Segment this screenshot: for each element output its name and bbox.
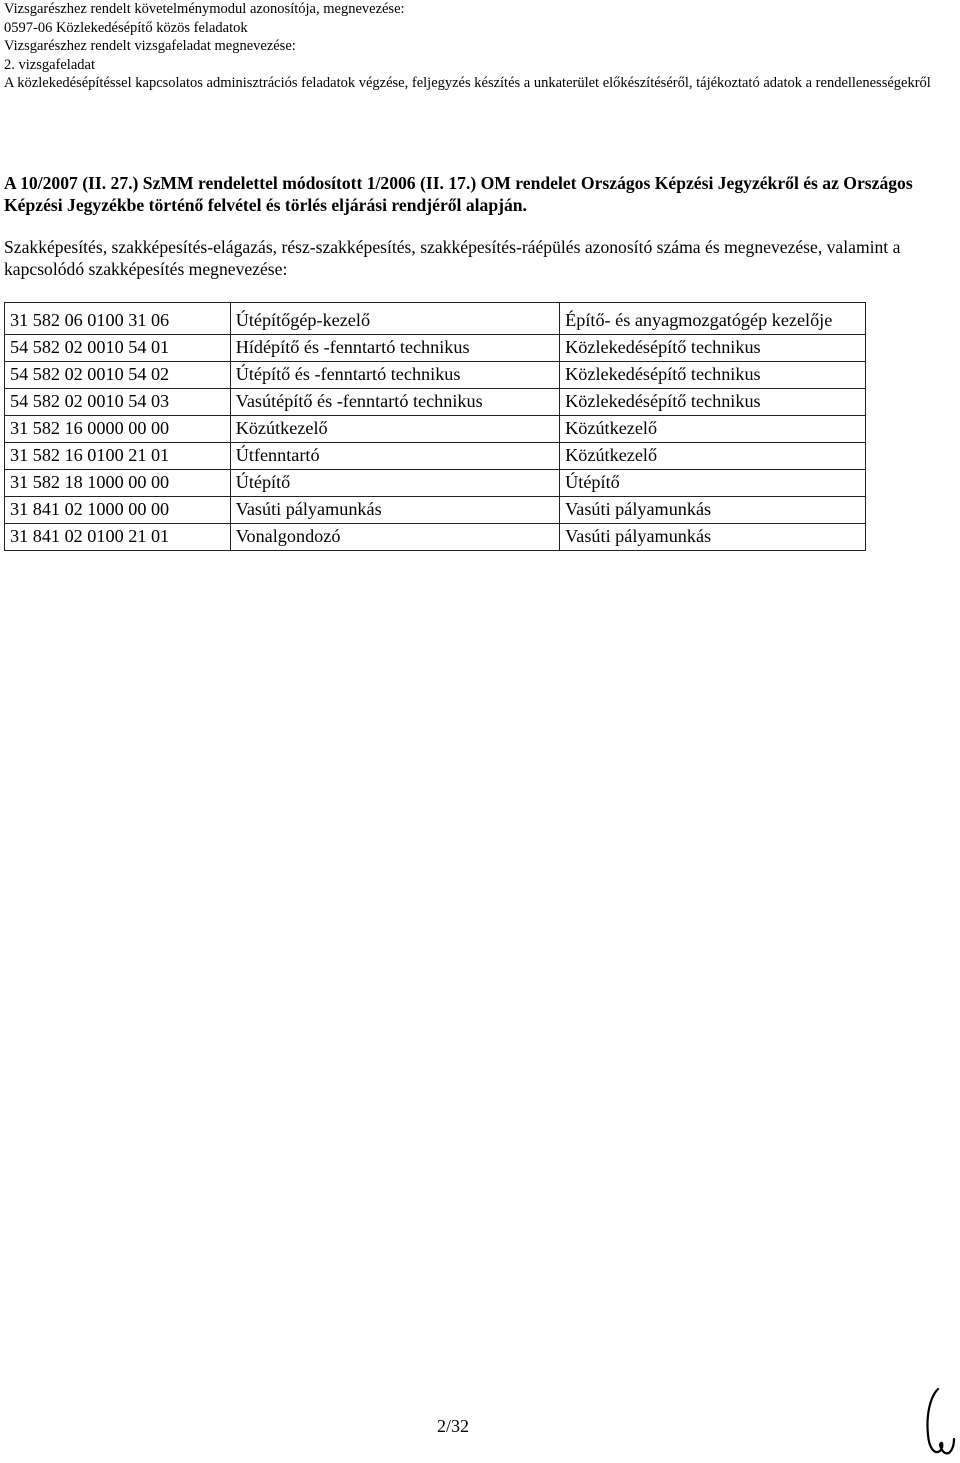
qualification-name: Vasútépítő és -fenntartó technikus [230, 389, 559, 416]
related-qualification: Vasúti pályamunkás [560, 497, 866, 524]
table-row [5, 416, 866, 443]
related-qualification: Közlekedésépítő technikus [560, 362, 866, 389]
qualification-code: 31 582 18 1000 00 00 [5, 470, 231, 497]
header-line-module-label: Vizsgarészhez rendelt követelménymodul azonosítója, megnevezése: [4, 1, 405, 17]
legal-reference: A 10/2007 (II. 27.) SzMM rendelettel módosított 1/2006 (II. 17.) OM rendelet Országos Képzési Jegyzékről és az Országos Képzési Jegyzékbe történő felvétel és törlés eljárási rendjéről alapján. [4, 173, 913, 215]
header-line-task-number: 2. vizsgafeladat [4, 56, 95, 73]
related-qualification: Útépítő [560, 470, 866, 497]
qualification-name: Útépítő és -fenntartó technikus [230, 362, 559, 389]
qualification-code: 31 582 06 0100 31 06 [5, 303, 231, 335]
header-line-task-label: Vizsgarészhez rendelt vizsgafeladat megnevezése: [4, 38, 296, 55]
table-row [5, 443, 866, 470]
qualification-code: 54 582 02 0010 54 03 [5, 389, 231, 416]
related-qualification: Vasúti pályamunkás [560, 524, 866, 551]
qualification-code: 31 841 02 0100 21 01 [5, 524, 231, 551]
qualification-code: 31 841 02 1000 00 00 [5, 497, 231, 524]
qualification-intro: Szakképesítés, szakképesítés-elágazás, rész-szakképesítés, szakképesítés-ráépülés azonosító száma és megnevezése, valamint a kapcsolódó szakképesítés megnevezése: [4, 237, 901, 279]
related-qualification: Közlekedésépítő technikus [560, 389, 866, 416]
related-qualification: Közútkezelő [560, 443, 866, 470]
table-row [5, 524, 866, 551]
qualification-name: Útépítőgép-kezelő [230, 303, 559, 335]
signature-mark [916, 1385, 960, 1463]
table-row [5, 303, 866, 335]
table-row [5, 389, 866, 416]
page-number: 2/32 [436, 1416, 469, 1436]
table-row [5, 470, 866, 497]
table-row [5, 497, 866, 524]
qualification-table [4, 302, 866, 551]
qualification-name: Útfenntartó [230, 443, 559, 470]
qualification-name: Útépítő [230, 470, 559, 497]
header-line-task-description: A közlekedésépítéssel kapcsolatos adminisztrációs feladatok végzése, feljegyzés készítés a unkaterület előkészítéséről, tájékoztató adatok a rendellenességekről [4, 75, 931, 92]
qualification-code: 31 582 16 0100 21 01 [5, 443, 231, 470]
related-qualification: Közútkezelő [560, 416, 866, 443]
qualification-code: 54 582 02 0010 54 01 [5, 335, 231, 362]
related-qualification: Közlekedésépítő technikus [560, 335, 866, 362]
related-qualification: Építő- és anyagmozgatógép kezelője [560, 303, 866, 335]
header-line-module-name: 0597-06 Közlekedésépítő közös feladatok [4, 19, 248, 36]
qualification-name: Vonalgondozó [230, 524, 559, 551]
qualification-name: Hídépítő és -fenntartó technikus [230, 335, 559, 362]
document-header [4, 0, 954, 93]
qualification-code: 54 582 02 0010 54 02 [5, 362, 231, 389]
qualification-name: Közútkezelő [230, 416, 559, 443]
qualification-name: Vasúti pályamunkás [230, 497, 559, 524]
qualification-code: 31 582 16 0000 00 00 [5, 416, 231, 443]
table-row [5, 362, 866, 389]
table-row [5, 335, 866, 362]
